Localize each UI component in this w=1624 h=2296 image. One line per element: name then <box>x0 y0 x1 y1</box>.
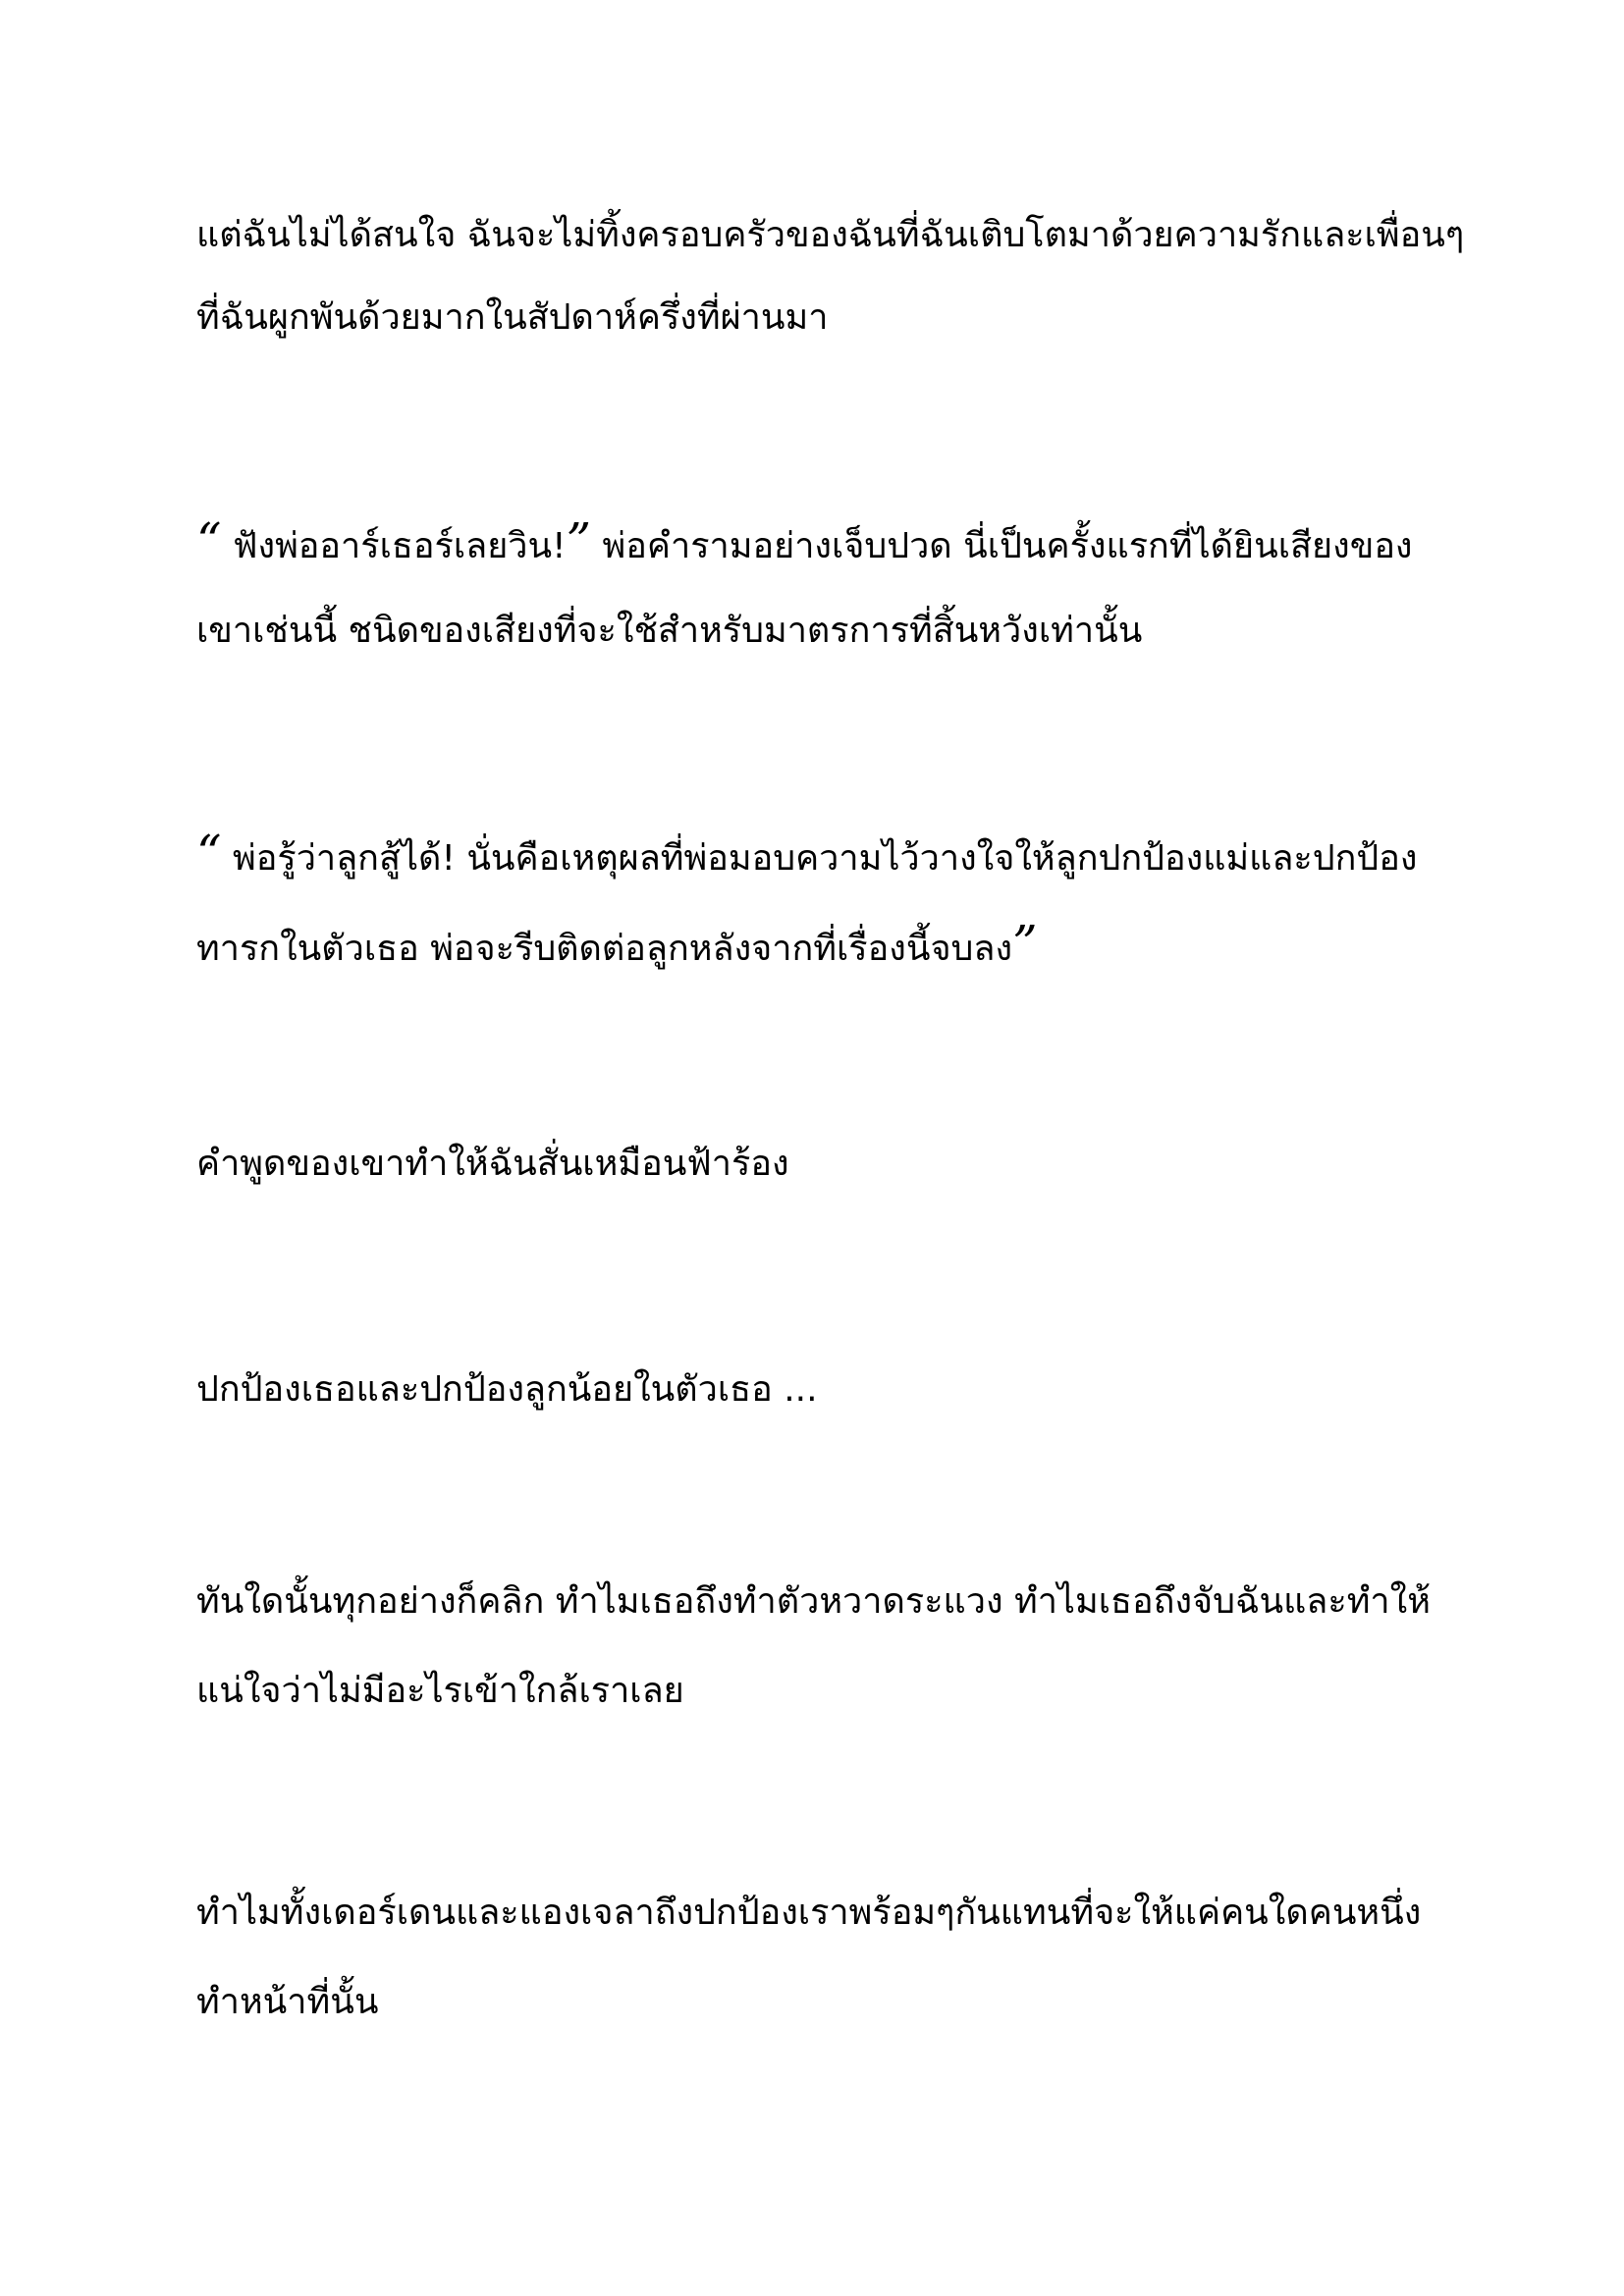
paragraph-6-line-1: ทันใดนั้นทุกอย่างก็คลิก ทำไมเธอถึงทำตัวหวาดระแวง ทำไมเธอถึงจับฉันและทำให้ <box>196 1581 1431 1622</box>
paragraph-2-line-1 <box>196 512 1413 570</box>
quote-text: ทารกในตัวเธอ พ่อจะรีบติดต่อลูกหลังจากที่เรื่องนี้จบลง <box>196 929 1013 969</box>
close-quote: ” <box>1012 915 1038 972</box>
paragraph-3-line-2 <box>196 915 1038 973</box>
paragraph-7-line-2: ทำหน้าที่นั้น <box>196 1982 379 2022</box>
quote-text: ฟังพ่ออาร์เธอร์เลยวิน! <box>221 526 567 566</box>
paragraph-3-line-1 <box>196 825 1418 882</box>
paragraph-4-line-1: คำพูดของเขาทำให้ฉันสั่นเหมือนฟ้าร้อง <box>196 1144 789 1184</box>
open-quote: “ <box>196 825 222 881</box>
paragraph-2-line-2: เขาเช่นนี้ ชนิดของเสียงที่จะใช้สำหรับมาตรการที่สิ้นหวังเท่านั้น <box>196 611 1143 651</box>
paragraph-1-line-1: แต่ฉันไม่ได้สนใจ ฉันจะไม่ทิ้งครอบครัวของฉันที่ฉันเติบโตมาด้วยความรักและเพื่อนๆ <box>196 215 1465 255</box>
narration-text: พ่อคำรามอย่างเจ็บปวด นี่เป็นครั้งแรกที่ได้ยินเสียงของ <box>591 526 1413 566</box>
open-quote: “ <box>196 512 222 569</box>
paragraph-1-line-2: ที่ฉันผูกพันด้วยมากในสัปดาห์ครึ่งที่ผ่านมา <box>196 297 829 338</box>
paragraph-6-line-2: แน่ใจว่าไม่มีอะไรเข้าใกล้เราเลย <box>196 1671 684 1711</box>
paragraph-7-line-1: ทำไมทั้งเดอร์เดนและแองเจลาถึงปกป้องเราพร้อมๆกันแทนที่จะให้แค่คนใดคนหนึ่ง <box>196 1893 1422 1933</box>
paragraph-5-line-1: ปกป้องเธอและปกป้องลูกน้อยในตัวเธอ ... <box>196 1369 818 1410</box>
quote-text: พ่อรู้ว่าลูกสู้ได้! นั่นคือเหตุผลที่พ่อมอบความไว้วางใจให้ลูกปกป้องแม่และปกป้อง <box>221 838 1418 879</box>
close-quote: ” <box>566 512 592 569</box>
